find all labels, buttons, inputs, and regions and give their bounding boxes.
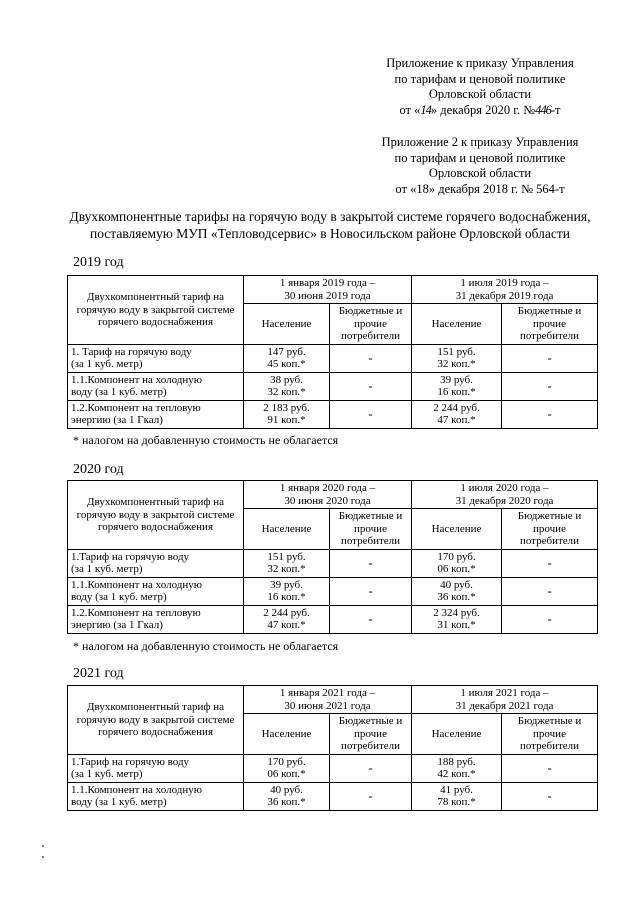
period-header: 1 января 2020 года – 30 июня 2020 года (244, 481, 412, 509)
tariff-table (67, 275, 598, 429)
population-value-cell: 38 руб. 32 коп.* (244, 372, 330, 400)
population-header: Население (412, 304, 502, 345)
budget-value-cell: - (330, 782, 412, 810)
handwritten-day: 14 (420, 102, 431, 117)
population-value-cell: 151 руб. 32 коп.* (412, 344, 502, 372)
tariff-table (67, 685, 598, 811)
population-value-cell: 2 244 руб. 47 коп.* (412, 400, 502, 428)
budget-header: Бюджетные и прочие потребители (330, 509, 412, 550)
scan-dot (42, 856, 44, 858)
table-row (68, 549, 598, 577)
budget-header: Бюджетные и прочие потребители (502, 304, 598, 345)
table-corner-header: Двухкомпонентный тариф на горячую воду в закрытой системе горячего водоснабжения (68, 686, 244, 755)
tariff-table (67, 480, 598, 634)
vat-footnote: * налогом на добавленную стоимость не облагается (73, 639, 339, 653)
year-heading: 2021 год (73, 666, 124, 681)
budget-value-cell: - (330, 577, 412, 605)
budget-value-cell: - (502, 754, 598, 782)
budget-value-cell: - (502, 344, 598, 372)
table-header-row (68, 481, 598, 509)
budget-value-cell: - (502, 605, 598, 633)
header-line: Приложение к приказу Управления (386, 56, 574, 70)
population-value-cell: 39 руб. 16 коп.* (244, 577, 330, 605)
table-row (68, 782, 598, 810)
tariff-name-cell: 1.2.Компонент на тепловую энергию (за 1 Гкал) (68, 605, 244, 633)
order-header (330, 56, 630, 118)
budget-header: Бюджетные и прочие потребители (502, 714, 598, 755)
header-line: по тарифам и ценовой политике (394, 71, 566, 86)
handwritten-number: 446 (535, 102, 551, 117)
table-corner-header: Двухкомпонентный тариф на горячую воду в закрытой системе горячего водоснабжения (68, 481, 244, 550)
header-line: от «18» декабря 2018 г. № 564-т (395, 181, 565, 196)
header-date-line (330, 103, 630, 119)
header-line: Орловской области (428, 166, 532, 180)
budget-value-cell: - (330, 400, 412, 428)
date-middle: » декабря 2020 г. № (430, 102, 536, 117)
budget-header: Бюджетные и прочие потребители (330, 714, 412, 755)
population-header: Население (412, 509, 502, 550)
budget-value-cell: - (330, 372, 412, 400)
tariff-name-cell: 1.Тариф на горячую воду (за 1 куб. метр) (68, 549, 244, 577)
population-value-cell: 40 руб. 36 коп.* (244, 782, 330, 810)
period-header: 1 июля 2020 года – 31 декабря 2020 года (412, 481, 598, 509)
budget-value-cell: - (502, 782, 598, 810)
population-header: Население (412, 714, 502, 755)
population-value-cell: 170 руб. 06 коп.* (412, 549, 502, 577)
tariff-name-cell: 1.2.Компонент на тепловую энергию (за 1 Гкал) (68, 400, 244, 428)
year-heading: 2019 год (73, 255, 124, 270)
document-title: Двухкомпонентные тарифы на горячую воду в закрытой системе горячего водоснабжения, поставляемую МУП «Тепловодсервис» в Новосильском районе Орловской области (69, 209, 591, 241)
population-value-cell: 2 324 руб. 31 коп.* (412, 605, 502, 633)
tariff-name-cell: 1.Тариф на горячую воду (за 1 куб. метр) (68, 754, 244, 782)
budget-value-cell: - (330, 605, 412, 633)
table-row (68, 577, 598, 605)
tariff-name-cell: 1. Тариф на горячую воду (за 1 куб. метр) (68, 344, 244, 372)
budget-value-cell: - (330, 549, 412, 577)
tariff-name-cell: 1.1.Компонент на холодную воду (за 1 куб. метр) (68, 577, 244, 605)
table-row (68, 400, 598, 428)
budget-value-cell: - (502, 400, 598, 428)
scan-dot (42, 845, 44, 847)
table-header-row (68, 686, 598, 714)
table-row (68, 605, 598, 633)
period-header: 1 января 2019 года – 30 июня 2019 года (244, 276, 412, 304)
population-value-cell: 41 руб. 78 коп.* (412, 782, 502, 810)
date-prefix: от « (399, 102, 421, 117)
population-value-cell: 151 руб. 32 коп.* (244, 549, 330, 577)
budget-value-cell: - (330, 344, 412, 372)
population-header: Население (244, 509, 330, 550)
table-row (68, 372, 598, 400)
budget-value-cell: - (502, 372, 598, 400)
population-value-cell: 147 руб. 45 коп.* (244, 344, 330, 372)
table-row (68, 754, 598, 782)
header-line: Приложение 2 к приказу Управления (381, 135, 579, 149)
budget-header: Бюджетные и прочие потребители (502, 509, 598, 550)
budget-value-cell: - (502, 577, 598, 605)
population-value-cell: 2 183 руб. 91 коп.* (244, 400, 330, 428)
table-header-row (68, 276, 598, 304)
tariff-name-cell: 1.1.Компонент на холодную воду (за 1 куб. метр) (68, 782, 244, 810)
header-line: Орловской области (428, 87, 532, 101)
population-value-cell: 2 244 руб. 47 коп.* (244, 605, 330, 633)
population-header: Население (244, 304, 330, 345)
period-header: 1 июля 2021 года – 31 декабря 2021 года (412, 686, 598, 714)
population-value-cell: 188 руб. 42 коп.* (412, 754, 502, 782)
table-row (68, 344, 598, 372)
population-header: Население (244, 714, 330, 755)
budget-header: Бюджетные и прочие потребители (330, 304, 412, 345)
tariff-name-cell: 1.1.Компонент на холодную воду (за 1 куб. метр) (68, 372, 244, 400)
year-heading: 2020 год (73, 462, 124, 477)
population-value-cell: 40 руб. 36 коп.* (412, 577, 502, 605)
appendix-header (330, 135, 630, 197)
header-line: по тарифам и ценовой политике (394, 150, 566, 165)
date-suffix: -т (550, 102, 561, 117)
table-corner-header: Двухкомпонентный тариф на горячую воду в закрытой системе горячего водоснабжения (68, 276, 244, 345)
budget-value-cell: - (330, 754, 412, 782)
period-header: 1 июля 2019 года – 31 декабря 2019 года (412, 276, 598, 304)
budget-value-cell: - (502, 549, 598, 577)
period-header: 1 января 2021 года – 30 июня 2021 года (244, 686, 412, 714)
population-value-cell: 170 руб. 06 коп.* (244, 754, 330, 782)
vat-footnote: * налогом на добавленную стоимость не облагается (73, 433, 339, 447)
population-value-cell: 39 руб. 16 коп.* (412, 372, 502, 400)
